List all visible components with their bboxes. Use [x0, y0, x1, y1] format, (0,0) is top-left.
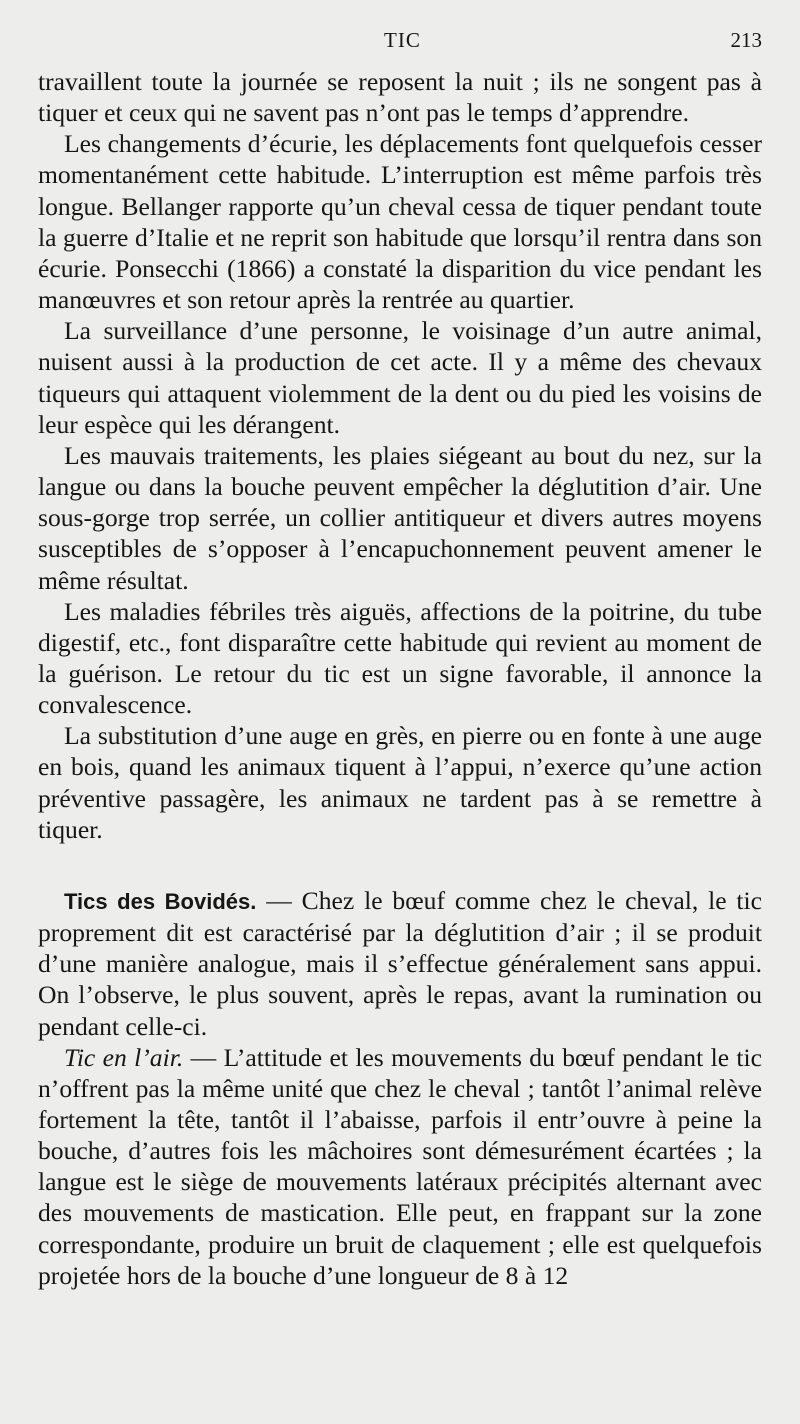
- paragraph-mistreatment: Les mauvais traitements, les plaies siégeant au bout du nez, sur la langue ou dans la bouche peuvent empêcher la déglutition d’air. Une sous-gorge trop serrée, un collier antitiqueur et divers autres moyens susceptibles de s’opposer à l’encapuchonnement peuvent amener le même résultat.: [38, 440, 762, 595]
- paragraph-continuation: travaillent toute la journée se reposent la nuit ; ils ne songent pas à tiquer et ceux qui ne savent pas n’ont pas le temps d’apprendre.: [38, 67, 762, 128]
- paragraph-surveillance: La surveillance d’une personne, le voisinage d’un autre animal, nuisent aussi à la production de cet acte. Il y a même des chevaux tiqueurs qui attaquent violemment de la dent ou du pied les voisins de leur espèce qui les dérangent.: [38, 316, 762, 439]
- paragraph-tic-in-air: [38, 1042, 762, 1291]
- running-head: [0, 28, 800, 62]
- body-text: [38, 66, 762, 1291]
- paragraph-trough-substitution: La substitution d’une auge en grès, en pierre ou en fonte à une auge en bois, quand les animaux tiquent à l’appui, n’exerce qu’une action préventive passagère, les animaux ne tardent pas à se remettre à tiquer.: [38, 721, 762, 844]
- subsection-heading: Tic en l’air.: [64, 1042, 184, 1072]
- page-number: 213: [730, 28, 762, 52]
- paragraph-febrile-illness: Les maladies fébriles très aiguës, affections de la poitrine, du tube digestif, etc., font disparaître cette habitude qui revient au moment de la guérison. Le retour du tic est un signe favorable, il annonce la convalescence.: [38, 596, 762, 720]
- section-heading: Tics des Bovidés.: [64, 888, 257, 914]
- paragraph-stable-changes: Les changements d’écurie, les déplacements font quelquefois cesser momentanément cette habitude. L’interruption est même parfois très longue. Bellanger rapporte qu’un cheval cessa de tiquer pendant toute la guerre d’Italie et ne reprit son habitude que lorsqu’il rentra dans son écurie. Ponsecchi (1866) a constaté la disparition du vice pendant les manœuvres et son retour après la rentrée au quartier.: [38, 129, 762, 315]
- paragraph-bovine-tics: [38, 885, 762, 1042]
- running-title: TIC: [384, 28, 421, 52]
- section-spacer: [38, 845, 762, 885]
- subsection-text: — L’attitude et les mouvements du bœuf pendant le tic n’offrent pas la même unité que chez le cheval ; tantôt l’animal relève fortement la tête, tantôt il l’abaisse, parfois il entr’ouvre à peine la bouche, d’autres fois les mâchoires sont démesurément écartées ; la langue est le siège de mouvements latéraux précipités alternant avec des mouvements de mastication. Elle peut, en frappant sur la zone correspondante, produire un bruit de claquement ; elle est quelquefois projetée hors de la bouche d’une longueur de 8 à 12: [38, 1042, 762, 1290]
- section-heading-text: — Chez le bœuf comme chez le cheval, le tic proprement dit est caractérisé par la déglutition d’air ; il se produit d’une manière analogue, mais il s’effectue généralement sans appui. On l’observe, le plus souvent, après le repas, avant la rumination ou pendant celle-ci.: [38, 885, 762, 1041]
